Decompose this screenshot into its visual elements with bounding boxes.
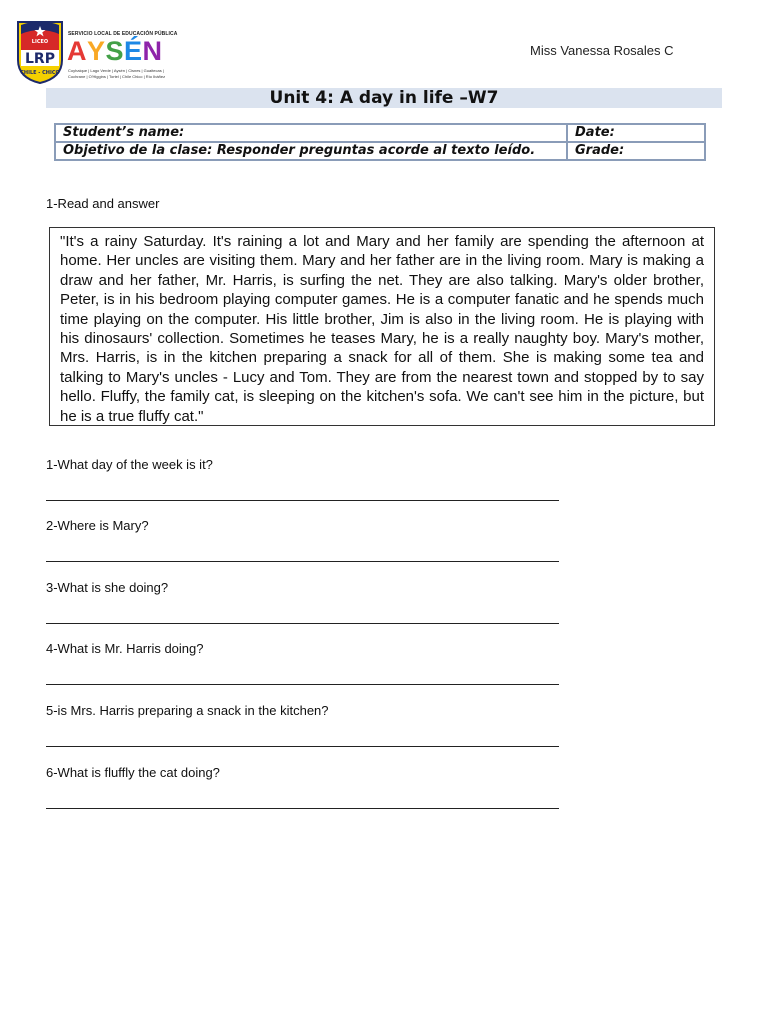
org-communes: Coyhaique | Lago Verde | Aysén | Cisnes | Guaitecas | Cochrane | O'Higgins | Tortel | Chile Chico | Río Ibáñez — [68, 68, 166, 79]
question-6: 6-What is fluffly the cat doing? — [46, 765, 220, 780]
reading-passage-box — [49, 227, 715, 426]
question-3: 3-What is she doing? — [46, 580, 169, 595]
question-2: 2-Where is Mary? — [46, 518, 149, 533]
org-name-letter: É — [124, 36, 143, 66]
org-name-colored — [67, 36, 163, 66]
org-name-letter: N — [142, 36, 163, 66]
shield-emblem — [16, 20, 64, 84]
student-info-table — [54, 123, 706, 161]
answer-line-4[interactable] — [46, 684, 559, 685]
answer-line-6[interactable] — [46, 808, 559, 809]
org-subtitle: SERVICIO LOCAL DE EDUCACIÓN PÚBLICA — [68, 31, 178, 37]
org-name — [67, 36, 163, 66]
org-name-letter: S — [105, 36, 125, 66]
answer-line-5[interactable] — [46, 746, 559, 747]
shield-top-text: LICEO — [31, 39, 49, 45]
org-name-letter: Y — [87, 36, 106, 66]
question-5: 5-is Mrs. Harris preparing a snack in the kitchen? — [46, 703, 329, 718]
grade-field[interactable]: Grade: — [567, 142, 705, 160]
reading-passage: "It's a rainy Saturday. It's raining a lot and Mary and her family are spending the afternoon at home. Her uncles are visiting them. Mary and her father are in the living room. Mary is making a draw and her father, Mr. Harris, is surfing the net. They are also talking. Mary's older brother, Peter, is in his bedroom playing computer games. He is a computer fanatic and he spends much time playing on the computer. His little brother, Jim is also in the living room. He is playing with his dinosaurs' collection. Sometimes he teases Mary, he is a really naughty boy. Mary's mother, Mrs. Harris, is in the kitchen preparing a snack for all of them. She is making some tea and talking to Mary's uncles - Lucy and Tom. They are from the nearest town and stopped by to say hello. Fluffy, the family cat, is sleeping on the kitchen's sofa. We can't see him in the picture, but he is a true fluffy cat." — [60, 233, 704, 425]
shield-acronym: LRP — [25, 51, 55, 67]
page-title: Unit 4: A day in life –W7 — [269, 88, 499, 108]
answer-line-3[interactable] — [46, 623, 559, 624]
org-name-letter: A — [67, 36, 87, 66]
question-1: 1-What day of the week is it? — [46, 457, 213, 472]
answer-line-2[interactable] — [46, 561, 559, 562]
date-field[interactable]: Date: — [567, 124, 705, 142]
teacher-name: Miss Vanessa Rosales C — [530, 43, 674, 58]
question-4: 4-What is Mr. Harris doing? — [46, 641, 204, 656]
answer-line-1[interactable] — [46, 500, 559, 501]
student-name-field[interactable]: Student’s name: — [55, 124, 567, 142]
shield-bottom-text: CHILE - CHICO — [20, 70, 60, 76]
school-logo — [16, 20, 178, 86]
class-objective: Objetivo de la clase: Responder preguntas acorde al texto leído. — [55, 142, 567, 160]
section-heading: 1-Read and answer — [46, 196, 160, 211]
